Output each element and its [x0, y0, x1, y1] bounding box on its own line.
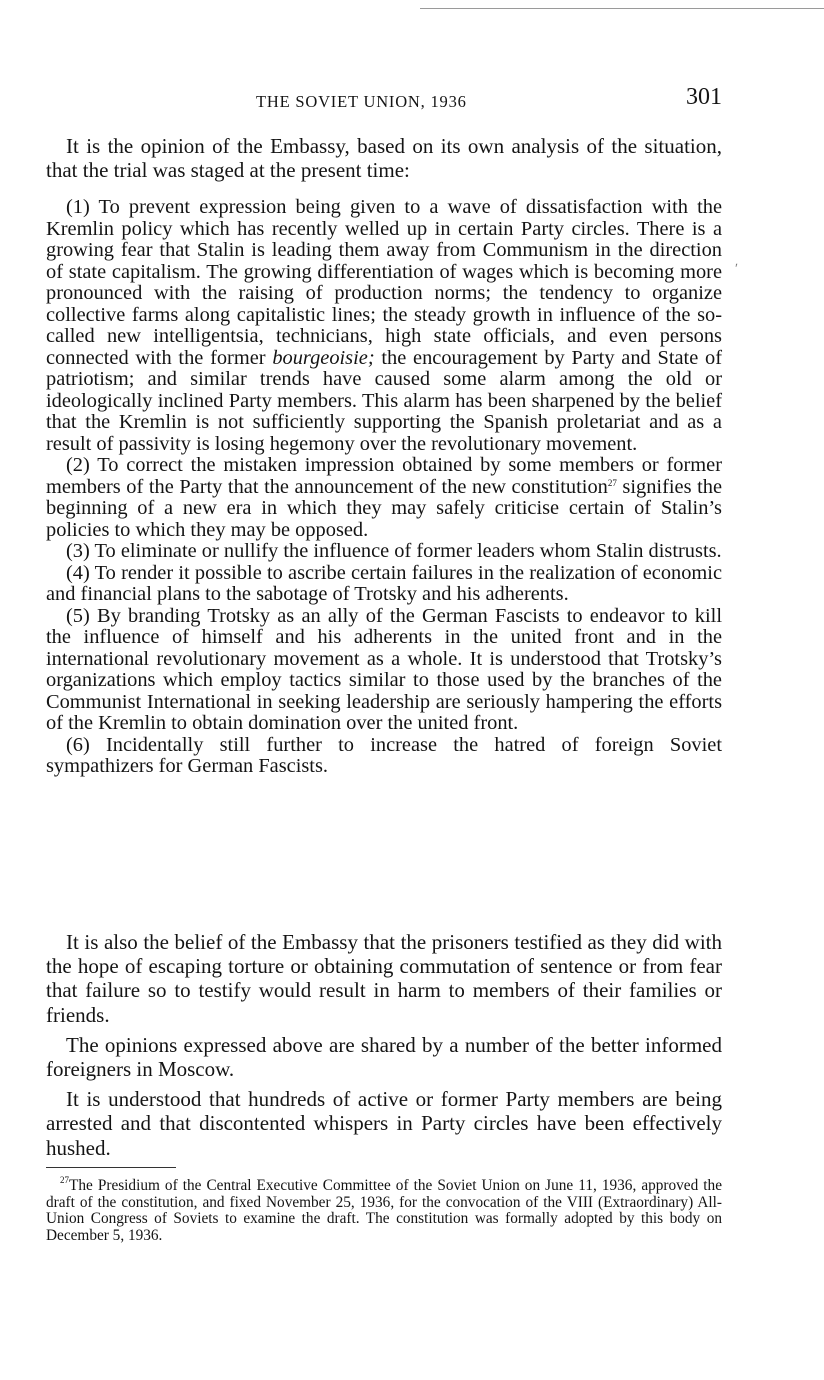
intro-paragraph: It is the opinion of the Embassy, based on its own analysis of the situation, that the trial was staged at the present time:: [46, 134, 722, 183]
reason-2: [46, 455, 722, 541]
footnote-ref[interactable]: 27: [607, 477, 617, 488]
reason-1-text-b: the encouragement by Party and State of patriotism; and similar trends have caused some alarm among the old or ideologically inclined Party members. This alarm has been sharpened by the belief that the Kremlin is not sufficiently supporting the Spanish proletariat and as a result of passivity is losing hegemony over the revolutionary movement.: [46, 346, 722, 455]
running-head: [46, 84, 722, 118]
closing-paragraph-1: It is also the belief of the Embassy that the prisoners testified as they did with the hope of escaping torture or obtaining commutation of sentence or from fear that failure so to testify would result in harm to members of their families or friends.: [46, 930, 722, 1027]
reasons-list: [46, 197, 722, 778]
intro-block: [46, 134, 722, 189]
closing-block: [46, 930, 722, 1166]
reason-1-text-a: (1) To prevent expression being given to a wave of dissatisfaction with the Kremlin policy which has recently welled up in certain Party circles. There is a growing fear that Stalin is leading them away from Communism in the direction of state capitalism. The growing differentiation of wages which is becoming more pronounced with the raising of production norms; the tendency to organize collective farms along capitalistic lines; the steady growth in influence of the so-called new intelligentsia, technicians, high state officials, and even persons connected with the former: [46, 196, 722, 369]
reason-5: (5) By branding Trotsky as an ally of the German Fascists to endeavor to kill the influence of himself and his adherents in the united front and in the international revolutionary movement as a whole. It is understood that Trotsky’s organizations which employ tactics similar to those used by the branches of the Communist International in seeking leadership are seriously hampering the efforts of the Kremlin to obtain domination over the united front.: [46, 604, 722, 734]
running-title: THE SOVIET UNION, 1936: [256, 92, 467, 111]
reason-2-text-a: (2) To correct the mistaken impression obtained by some members or former members of the Party that the announcement of the new constitution: [46, 454, 722, 498]
footnote-marker: 27: [60, 1175, 69, 1185]
footnote: [46, 1175, 722, 1244]
reason-1: [46, 197, 722, 455]
page-number: 301: [686, 84, 722, 110]
closing-paragraph-2: The opinions expressed above are shared by a number of the better informed foreigners in Moscow.: [46, 1032, 722, 1082]
top-edge-rule: [420, 8, 824, 9]
margin-mark: ʹ: [735, 262, 739, 277]
reason-4: (4) To render it possible to ascribe certain failures in the realization of economic and financial plans to the sabotage of Trotsky and his adherents.: [46, 561, 722, 605]
reason-3: (3) To eliminate or nullify the influence of former leaders whom Stalin distrusts.: [66, 540, 722, 562]
reason-6: (6) Incidentally still further to increase the hatred of foreign Soviet sympathizers for German Fascists.: [46, 733, 722, 777]
footnote-divider: [46, 1167, 176, 1168]
footnote-text: The Presidium of the Central Executive Committee of the Soviet Union on June 11, 1936, approved the draft of the constitution, and fixed November 25, 1936, for the convocation of the VIII (Extraordinary) All-Union Congress of Soviets to examine the draft. The constitution was formally adopted by this body on December 5, 1936.: [46, 1177, 722, 1244]
reason-2-text-b: signifies the beginning of a new era in which they may safely criticise certain of Stalin’s policies to which they may be opposed.: [46, 475, 722, 541]
closing-paragraph-3: It is understood that hundreds of active or former Party members are being arrested and that discontented whispers in Party circles have been effectively hushed.: [46, 1087, 722, 1160]
reason-1-italic: bourgeoisie;: [272, 346, 375, 369]
